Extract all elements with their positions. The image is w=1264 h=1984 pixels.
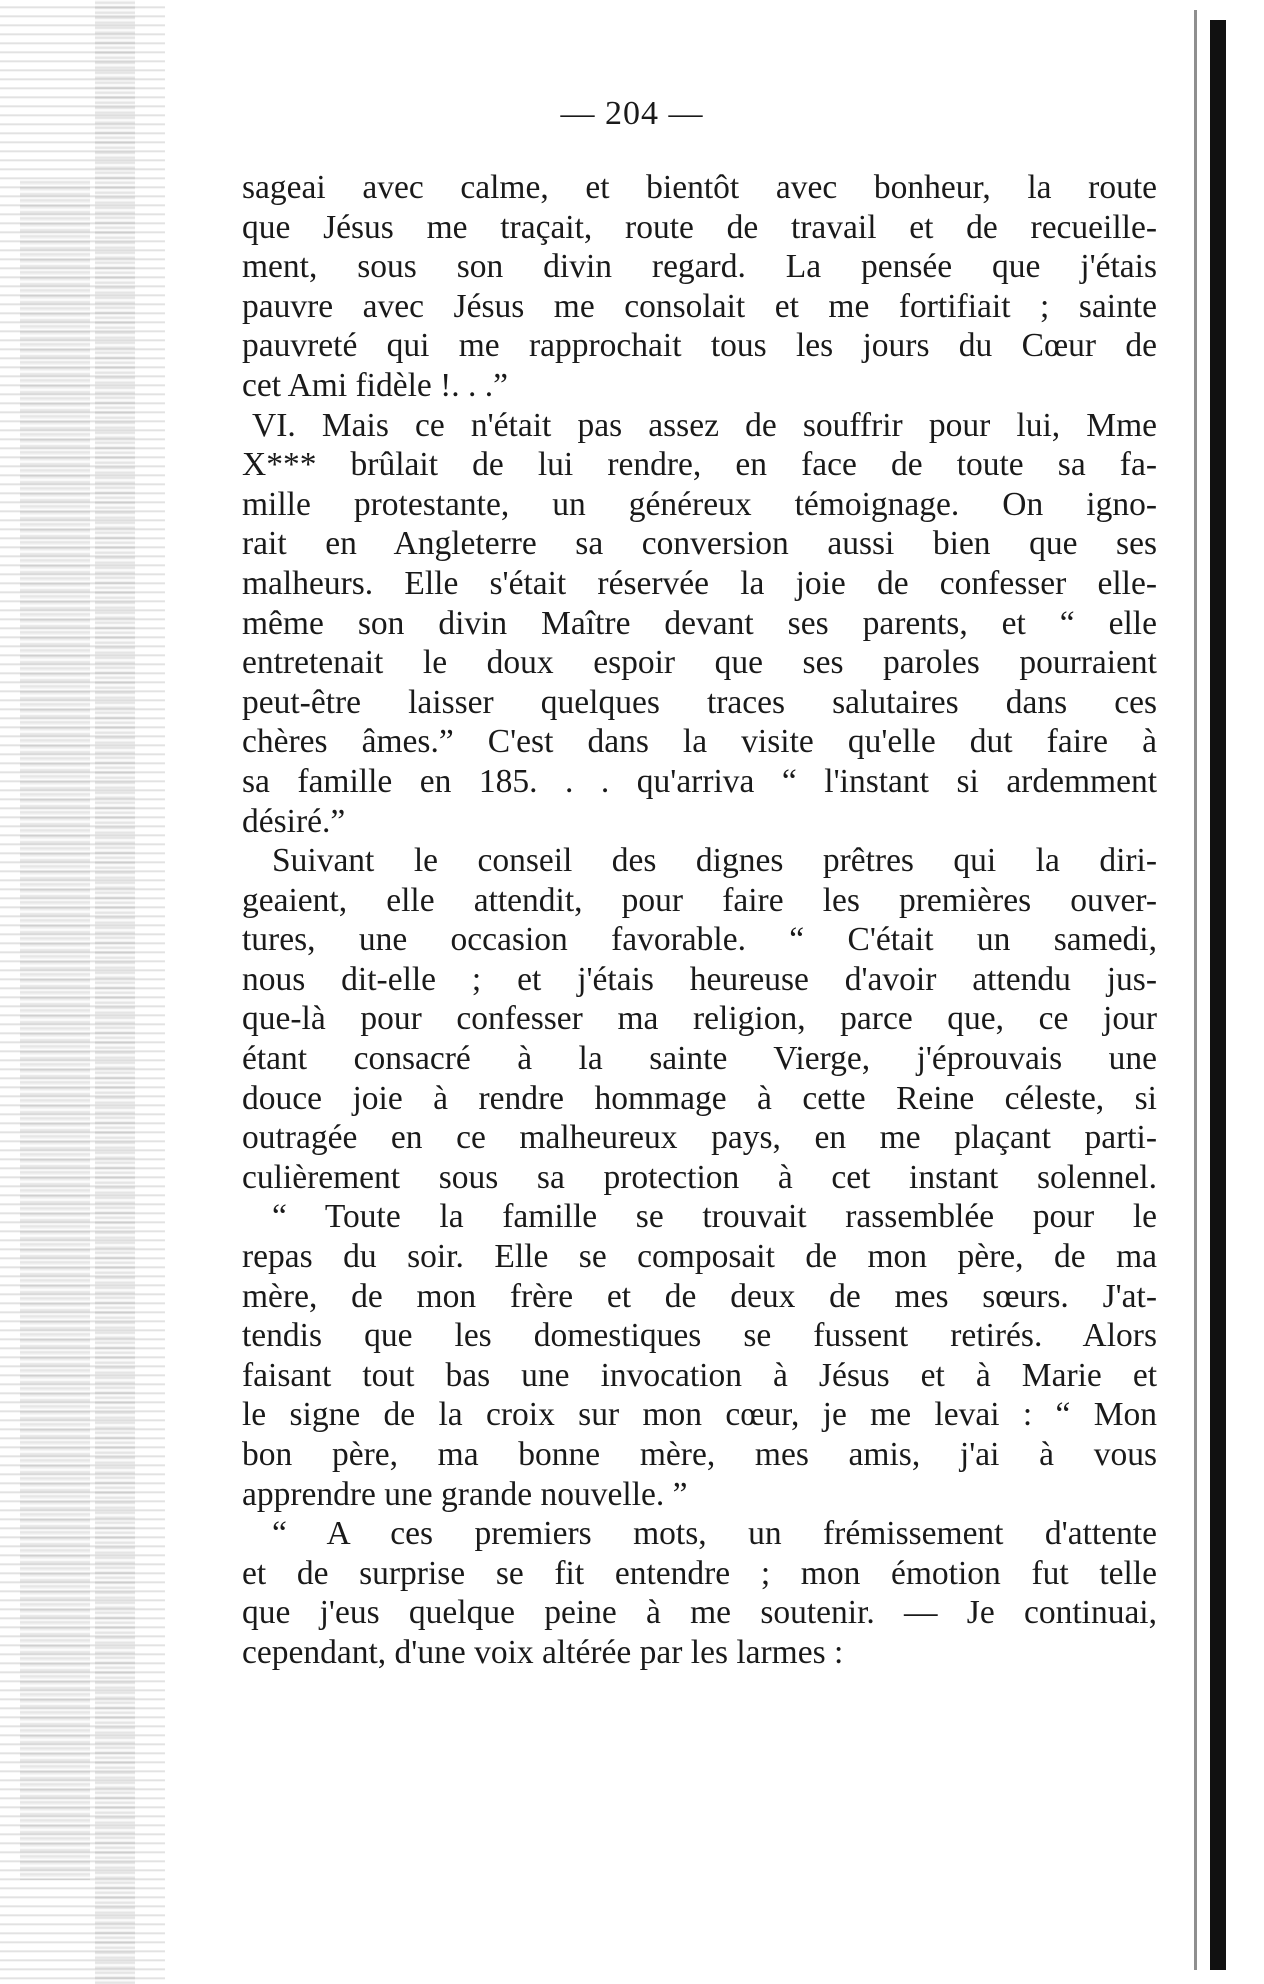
text-line: repas du soir. Elle se composait de mon père, de ma bbox=[242, 1238, 1157, 1276]
text-line: désiré.” bbox=[242, 802, 346, 840]
text-line: nous dit-elle ; et j'étais heureuse d'avoir attendu jus- bbox=[242, 960, 1157, 998]
text-line: X*** brûlait de lui rendre, en face de toute sa fa- bbox=[242, 446, 1157, 484]
page-edge-bar bbox=[1210, 20, 1226, 1970]
text-line: culièrement sous sa protection à cet instant solennel. bbox=[242, 1158, 1157, 1196]
text-line: entretenait le doux espoir que ses paroles pourraient bbox=[242, 644, 1157, 682]
text-line: tures, une occasion favorable. “ C'était un samedi, bbox=[242, 921, 1157, 959]
text-line: que-là pour confesser ma religion, parce que, ce jour bbox=[242, 1000, 1157, 1038]
text-line: sageai avec calme, et bientôt avec bonheur, la route bbox=[242, 169, 1157, 206]
text-line: pauvreté qui me rapprochait tous les jours du Cœur de bbox=[242, 327, 1157, 365]
text-line: sa famille en 185. . . qu'arriva “ l'instant si ardemment bbox=[242, 762, 1157, 800]
text-line: même son divin Maître devant ses parents, et “ elle bbox=[242, 604, 1157, 642]
text-line: étant consacré à la sainte Vierge, j'éprouvais une bbox=[242, 1040, 1157, 1078]
page-number: — 204 — bbox=[560, 95, 704, 132]
text-line: mille protestante, un généreux témoignage. On igno- bbox=[242, 485, 1157, 523]
text-line: “ Toute la famille se trouvait rassemblée pour le bbox=[272, 1198, 1157, 1236]
body-text bbox=[242, 168, 1157, 1673]
text-line: rait en Angleterre sa conversion aussi bien que ses bbox=[242, 525, 1157, 563]
text-line: peut-être laisser quelques traces salutaires dans ces bbox=[242, 683, 1157, 721]
text-line: que j'eus quelque peine à me soutenir. — Je continuai, bbox=[242, 1594, 1157, 1632]
text-line: faisant tout bas une invocation à Jésus et à Marie et bbox=[242, 1356, 1157, 1394]
text-line: le signe de la croix sur mon cœur, je me levai : “ Mon bbox=[242, 1396, 1157, 1434]
text-line: malheurs. Elle s'était réservée la joie de confesser elle- bbox=[242, 564, 1157, 602]
text-line: geaient, elle attendit, pour faire les premières ouver- bbox=[242, 881, 1157, 919]
text-line: tendis que les domestiques se fussent retirés. Alors bbox=[242, 1317, 1157, 1355]
text-line: apprendre une grande nouvelle. ” bbox=[242, 1475, 688, 1513]
text-line: Suivant le conseil des dignes prêtres qui la diri- bbox=[272, 842, 1157, 880]
text-line: douce joie à rendre hommage à cette Reine céleste, si bbox=[242, 1079, 1157, 1117]
text-line: et de surprise se fit entendre ; mon émotion fut telle bbox=[242, 1554, 1157, 1592]
text-line: bon père, ma bonne mère, mes amis, j'ai à vous bbox=[242, 1436, 1157, 1473]
text-line: cet Ami fidèle !. . .” bbox=[242, 366, 509, 404]
text-line: cependant, d'une voix altérée par les larmes : bbox=[242, 1633, 844, 1671]
text-line: VI. Mais ce n'était pas assez de souffrir pour lui, Mme bbox=[252, 406, 1157, 444]
text-line: que Jésus me traçait, route de travail et de recueille- bbox=[242, 208, 1157, 246]
binding-gutter bbox=[0, 0, 165, 1984]
text-line: “ A ces premiers mots, un frémissement d'attente bbox=[272, 1515, 1157, 1553]
text-line: ment, sous son divin regard. La pensée que j'étais bbox=[242, 248, 1157, 286]
text-line: pauvre avec Jésus me consolait et me fortifiait ; sainte bbox=[242, 287, 1157, 325]
page-edge-line bbox=[1194, 10, 1197, 1970]
text-line: mère, de mon frère et de deux de mes sœurs. J'at- bbox=[242, 1277, 1157, 1315]
text-line: outragée en ce malheureux pays, en me plaçant parti- bbox=[242, 1119, 1157, 1157]
text-line: chères âmes.” C'est dans la visite qu'elle dut faire à bbox=[242, 723, 1157, 761]
